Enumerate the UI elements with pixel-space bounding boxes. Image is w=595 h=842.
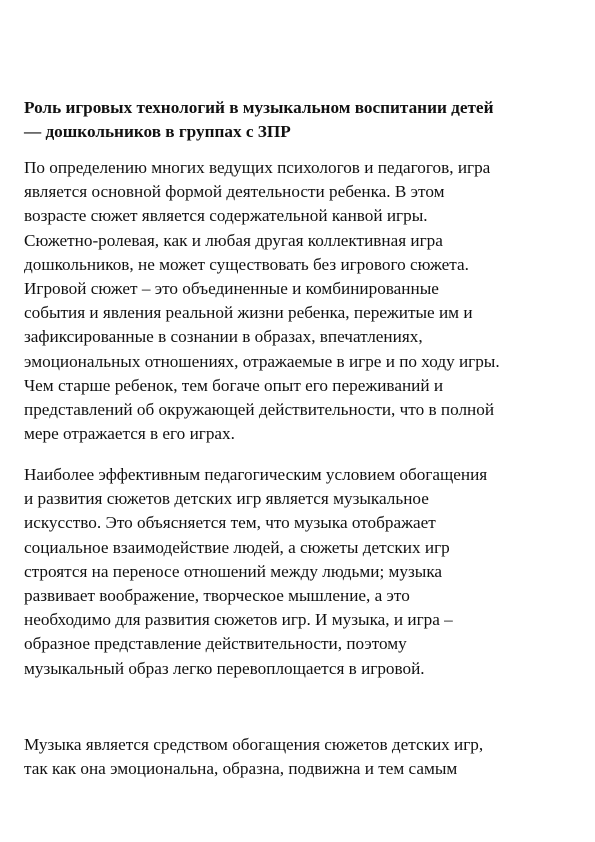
text-line: Чем старше ребенок, тем богаче опыт его переживаний и	[24, 375, 444, 395]
text-line: необходимо для развития сюжетов игр. И музыка, и игра –	[24, 610, 453, 630]
text-line: Музыка является средством обогащения сюжетов детских игр,	[24, 735, 484, 754]
text-line: возрасте сюжет является содержательной канвой игры.	[24, 206, 428, 226]
text-line: и развития сюжетов детских игр является музыкальное	[24, 489, 429, 509]
text-line: Сюжетно-ролевая, как и любая другая коллективная игра	[24, 230, 443, 250]
title-line: Роль игровых технологий в музыкальном воспитании детей	[24, 98, 494, 117]
text-line: строятся на переносе отношений между людьми; музыка	[24, 561, 443, 581]
text-line: образное представление действительности, поэтому	[24, 634, 407, 654]
text-line: развивает воображение, творческое мышление, а это	[24, 586, 410, 606]
text-line: зафиксированные в сознании в образах, впечатлениях,	[24, 327, 423, 347]
text-line: является основной формой деятельности ребенка. В этом	[24, 182, 445, 202]
text-line: события и явления реальной жизни ребенка, пережитые им и	[24, 303, 473, 323]
text-line: По определению многих ведущих психологов и педагогов, игра	[24, 158, 491, 177]
text-line: мере отражается в его играх.	[24, 424, 235, 444]
title-line: — дошкольников в группах с ЗПР	[24, 122, 291, 141]
text-line: эмоциональных отношениях, отражаемые в игре и по ходу игры.	[24, 351, 500, 371]
text-line: музыкальный образ легко перевоплощается в игровой.	[24, 658, 425, 678]
text-line: дошкольников, не может существовать без игрового сюжета.	[24, 254, 469, 274]
text-line: социальное взаимодействие людей, а сюжеты детских игр	[24, 537, 450, 557]
text-line: искусство. Это объясняется тем, что музыка отображает	[24, 513, 436, 533]
paragraph-3	[24, 733, 574, 781]
text-line: Игровой сюжет – это объединенные и комбинированные	[24, 279, 439, 299]
text-line: представлений об окружающей действительности, что в полной	[24, 400, 495, 420]
paragraph-2	[24, 463, 574, 681]
paragraph-1	[24, 156, 574, 446]
text-line: Наиболее эффективным педагогическим условием обогащения	[24, 465, 488, 484]
text-line: так как она эмоциональна, образна, подвижна и тем самым	[24, 759, 458, 779]
document-title	[24, 96, 574, 144]
